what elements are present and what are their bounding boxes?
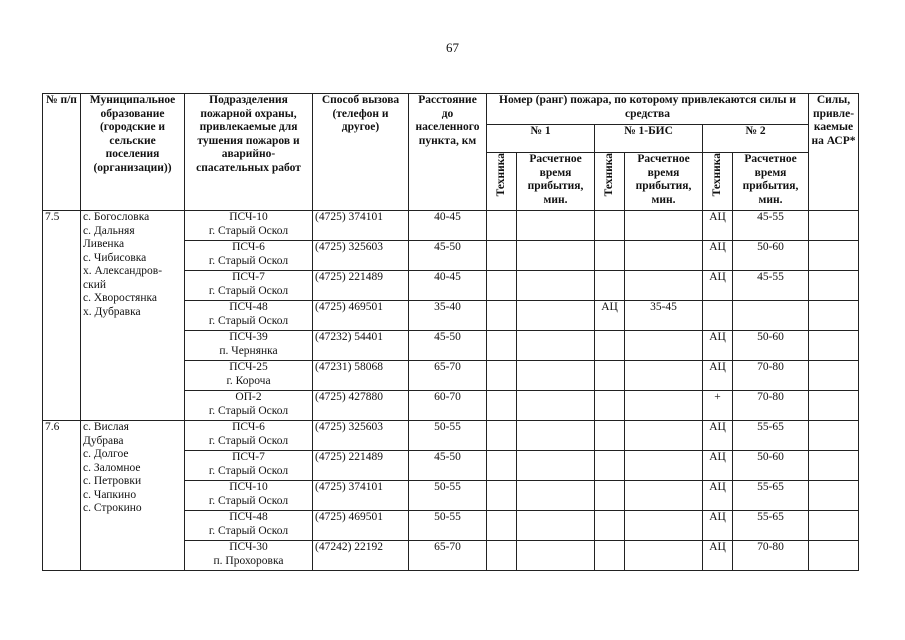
unit-cell <box>185 481 313 511</box>
header-eta-1bis: Расчетное время прибытия, мин. <box>625 153 703 211</box>
distance-cell: 45-50 <box>409 331 487 361</box>
rank2-eta-cell: 50-60 <box>733 241 809 271</box>
header-tech-1: Техника <box>487 153 517 211</box>
rank2-tech-cell: АЦ <box>703 511 733 541</box>
header-distance: Расстояние до населенного пункта, км <box>409 94 487 211</box>
unit-name: ПСЧ-7 <box>232 271 265 283</box>
header-rank-2: № 2 <box>703 125 809 153</box>
unit-place: п. Прохоровка <box>213 554 284 567</box>
municipality-line: с. Петровки <box>83 475 142 488</box>
phone-cell: (4725) 427880 <box>313 391 409 421</box>
rank1-tech-cell <box>487 451 517 481</box>
distance-cell: 45-50 <box>409 241 487 271</box>
distance-cell: 40-45 <box>409 211 487 241</box>
phone-cell: (4725) 325603 <box>313 421 409 451</box>
rank1-eta-cell <box>517 481 595 511</box>
unit-name: ПСЧ-48 <box>229 301 268 313</box>
rank1bis-eta-cell <box>625 481 703 511</box>
rank1-eta-cell <box>517 421 595 451</box>
rank1bis-tech-cell <box>595 421 625 451</box>
distance-cell: 65-70 <box>409 541 487 571</box>
rank1-eta-cell <box>517 331 595 361</box>
phone-cell: (4725) 374101 <box>313 211 409 241</box>
unit-cell <box>185 241 313 271</box>
rank2-tech-cell: АЦ <box>703 421 733 451</box>
phone-cell: (4725) 325603 <box>313 241 409 271</box>
municipality-line: с. Чибисовка <box>83 251 147 264</box>
rank1-eta-cell <box>517 301 595 331</box>
asr-cell <box>809 301 859 331</box>
rank2-eta-cell: 70-80 <box>733 361 809 391</box>
unit-cell <box>185 451 313 481</box>
municipality-line: с. Богословка <box>83 211 150 223</box>
unit-name: ПСЧ-6 <box>232 241 265 253</box>
rank2-eta-cell: 45-55 <box>733 271 809 301</box>
phone-cell: (4725) 221489 <box>313 451 409 481</box>
unit-name: ПСЧ-10 <box>229 481 268 493</box>
rank1bis-tech-cell: АЦ <box>595 301 625 331</box>
header-rank-1bis: № 1-БИС <box>595 125 703 153</box>
rank1bis-eta-cell <box>625 271 703 301</box>
header-eta-2: Расчетное время прибытия, мин. <box>733 153 809 211</box>
header-num: № п/п <box>43 94 81 211</box>
rank1-tech-cell <box>487 241 517 271</box>
municipality-line: с. Долгое <box>83 448 129 461</box>
unit-cell <box>185 211 313 241</box>
municipality-line: с. Хворостянка <box>83 292 157 305</box>
distance-cell: 35-40 <box>409 301 487 331</box>
rank2-tech-cell: АЦ <box>703 451 733 481</box>
municipality-line: с. Заломное <box>83 461 141 474</box>
unit-name: ПСЧ-6 <box>232 421 265 433</box>
page-number: 67 <box>446 40 459 55</box>
rank1bis-tech-cell <box>595 271 625 301</box>
rank2-tech-cell: АЦ <box>703 361 733 391</box>
rank1bis-eta-cell <box>625 361 703 391</box>
header-tech-2: Техника <box>703 153 733 211</box>
rank1-tech-cell <box>487 421 517 451</box>
asr-cell <box>809 211 859 241</box>
rank2-eta-cell <box>733 301 809 331</box>
rank2-eta-cell: 50-60 <box>733 451 809 481</box>
rank1bis-tech-cell <box>595 361 625 391</box>
header-fire-number: Номер (ранг) пожара, по которому привлекаются силы и средства <box>487 94 809 125</box>
rank1-tech-cell <box>487 271 517 301</box>
phone-cell: (47242) 22192 <box>313 541 409 571</box>
rank1bis-eta-cell <box>625 331 703 361</box>
phone-cell: (4725) 374101 <box>313 481 409 511</box>
distance-cell: 40-45 <box>409 271 487 301</box>
rank1-tech-cell <box>487 331 517 361</box>
rank2-tech-cell: АЦ <box>703 481 733 511</box>
rank1-tech-cell <box>487 301 517 331</box>
unit-place: г. Старый Оскол <box>208 224 289 237</box>
unit-cell <box>185 541 313 571</box>
rank1-tech-cell <box>487 391 517 421</box>
rank1bis-eta-cell: 35-45 <box>625 301 703 331</box>
unit-name: ПСЧ-48 <box>229 511 268 523</box>
rank1bis-tech-cell <box>595 211 625 241</box>
header-rank-1: № 1 <box>487 125 595 153</box>
rank1bis-tech-cell <box>595 391 625 421</box>
rank2-tech-cell: + <box>703 391 733 421</box>
distance-cell: 50-55 <box>409 511 487 541</box>
row-number: 7.6 <box>43 421 81 571</box>
unit-place: п. Чернянка <box>219 344 278 357</box>
asr-cell <box>809 541 859 571</box>
rank2-eta-cell: 45-55 <box>733 211 809 241</box>
unit-cell <box>185 511 313 541</box>
distance-cell: 45-50 <box>409 451 487 481</box>
unit-cell <box>185 331 313 361</box>
unit-name: ПСЧ-10 <box>229 211 268 223</box>
asr-cell <box>809 421 859 451</box>
unit-name: ПСЧ-25 <box>229 361 268 373</box>
distance-cell: 60-70 <box>409 391 487 421</box>
unit-place: г. Старый Оскол <box>208 524 289 537</box>
phone-cell: (4725) 469501 <box>313 301 409 331</box>
rank2-eta-cell: 50-60 <box>733 331 809 361</box>
rank1-tech-cell <box>487 541 517 571</box>
rank1-eta-cell <box>517 451 595 481</box>
rank1-tech-cell <box>487 211 517 241</box>
asr-cell <box>809 241 859 271</box>
rank1-tech-cell <box>487 511 517 541</box>
header-tech-1bis: Техника <box>595 153 625 211</box>
phone-cell: (4725) 221489 <box>313 271 409 301</box>
rank1-tech-cell <box>487 361 517 391</box>
unit-cell <box>185 301 313 331</box>
distance-cell: 50-55 <box>409 481 487 511</box>
asr-cell <box>809 511 859 541</box>
rank1bis-eta-cell <box>625 541 703 571</box>
rank1bis-eta-cell <box>625 421 703 451</box>
asr-cell <box>809 481 859 511</box>
unit-cell <box>185 271 313 301</box>
rank1-eta-cell <box>517 541 595 571</box>
rank2-eta-cell: 55-65 <box>733 511 809 541</box>
municipality-line: с. Чапкино <box>83 488 137 501</box>
asr-cell <box>809 331 859 361</box>
header-call-method: Способ вызова (телефон и другое) <box>313 94 409 211</box>
rank1bis-tech-cell <box>595 331 625 361</box>
rank2-tech-cell: АЦ <box>703 331 733 361</box>
rank1-eta-cell <box>517 511 595 541</box>
rank1bis-eta-cell <box>625 511 703 541</box>
phone-cell: (47232) 54401 <box>313 331 409 361</box>
table-body <box>43 211 859 571</box>
rank2-tech-cell: АЦ <box>703 241 733 271</box>
unit-place: г. Старый Оскол <box>208 494 289 507</box>
rank1bis-eta-cell <box>625 391 703 421</box>
rank1bis-tech-cell <box>595 451 625 481</box>
rank2-eta-cell: 55-65 <box>733 421 809 451</box>
unit-place: г. Старый Оскол <box>208 254 289 267</box>
header-asr: Силы, привле-каемые на АСР* <box>809 94 859 211</box>
phone-cell: (47231) 58068 <box>313 361 409 391</box>
rank1-eta-cell <box>517 391 595 421</box>
municipality-line: с. Вислая <box>83 421 129 433</box>
header-municipality: Муниципальное образование (городские и сельские поселения (организации)) <box>81 94 185 211</box>
unit-place: г. Короча <box>226 374 271 387</box>
rank2-eta-cell: 70-80 <box>733 541 809 571</box>
asr-cell <box>809 451 859 481</box>
rank2-tech-cell: АЦ <box>703 271 733 301</box>
table-row <box>43 421 859 451</box>
unit-name: ПСЧ-7 <box>232 451 265 463</box>
municipality-line: х. Александров- <box>83 265 163 278</box>
rank1bis-eta-cell <box>625 211 703 241</box>
municipality-line: Ливенка <box>83 238 125 251</box>
phone-cell: (4725) 469501 <box>313 511 409 541</box>
unit-cell <box>185 361 313 391</box>
header-eta-1: Расчетное время прибытия, мин. <box>517 153 595 211</box>
unit-place: г. Старый Оскол <box>208 284 289 297</box>
unit-name: ПСЧ-39 <box>229 331 268 343</box>
rank1bis-eta-cell <box>625 241 703 271</box>
municipality-line: х. Дубравка <box>83 305 141 318</box>
unit-place: г. Старый Оскол <box>208 404 289 417</box>
municipality-line: с. Дальняя <box>83 224 135 237</box>
rank1-eta-cell <box>517 241 595 271</box>
asr-cell <box>809 271 859 301</box>
unit-cell <box>185 391 313 421</box>
fire-response-table <box>42 93 859 571</box>
rank1-eta-cell <box>517 271 595 301</box>
rank1bis-tech-cell <box>595 541 625 571</box>
unit-name: ПСЧ-30 <box>229 541 268 553</box>
rank2-eta-cell: 70-80 <box>733 391 809 421</box>
table-row <box>43 211 859 241</box>
header-units: Подразделения пожарной охраны, привлекаемые для тушения пожаров и аварийно-спасательных работ <box>185 94 313 211</box>
municipality-line: с. Строкино <box>83 502 142 515</box>
row-number: 7.5 <box>43 211 81 421</box>
rank1-eta-cell <box>517 361 595 391</box>
distance-cell: 50-55 <box>409 421 487 451</box>
asr-cell <box>809 361 859 391</box>
rank1bis-eta-cell <box>625 451 703 481</box>
unit-place: г. Старый Оскол <box>208 314 289 327</box>
rank1bis-tech-cell <box>595 241 625 271</box>
distance-cell: 65-70 <box>409 361 487 391</box>
municipality-line: Дубрава <box>83 434 124 447</box>
unit-cell <box>185 421 313 451</box>
municipality-cell <box>81 421 185 571</box>
rank1bis-tech-cell <box>595 481 625 511</box>
asr-cell <box>809 391 859 421</box>
unit-place: г. Старый Оскол <box>208 434 289 447</box>
municipality-line: ский <box>83 278 106 291</box>
unit-place: г. Старый Оскол <box>208 464 289 477</box>
unit-name: ОП-2 <box>235 391 262 403</box>
rank1-eta-cell <box>517 211 595 241</box>
rank2-tech-cell: АЦ <box>703 211 733 241</box>
rank2-tech-cell <box>703 301 733 331</box>
rank1-tech-cell <box>487 481 517 511</box>
rank1bis-tech-cell <box>595 511 625 541</box>
rank2-tech-cell: АЦ <box>703 541 733 571</box>
rank2-eta-cell: 55-65 <box>733 481 809 511</box>
municipality-cell <box>81 211 185 421</box>
